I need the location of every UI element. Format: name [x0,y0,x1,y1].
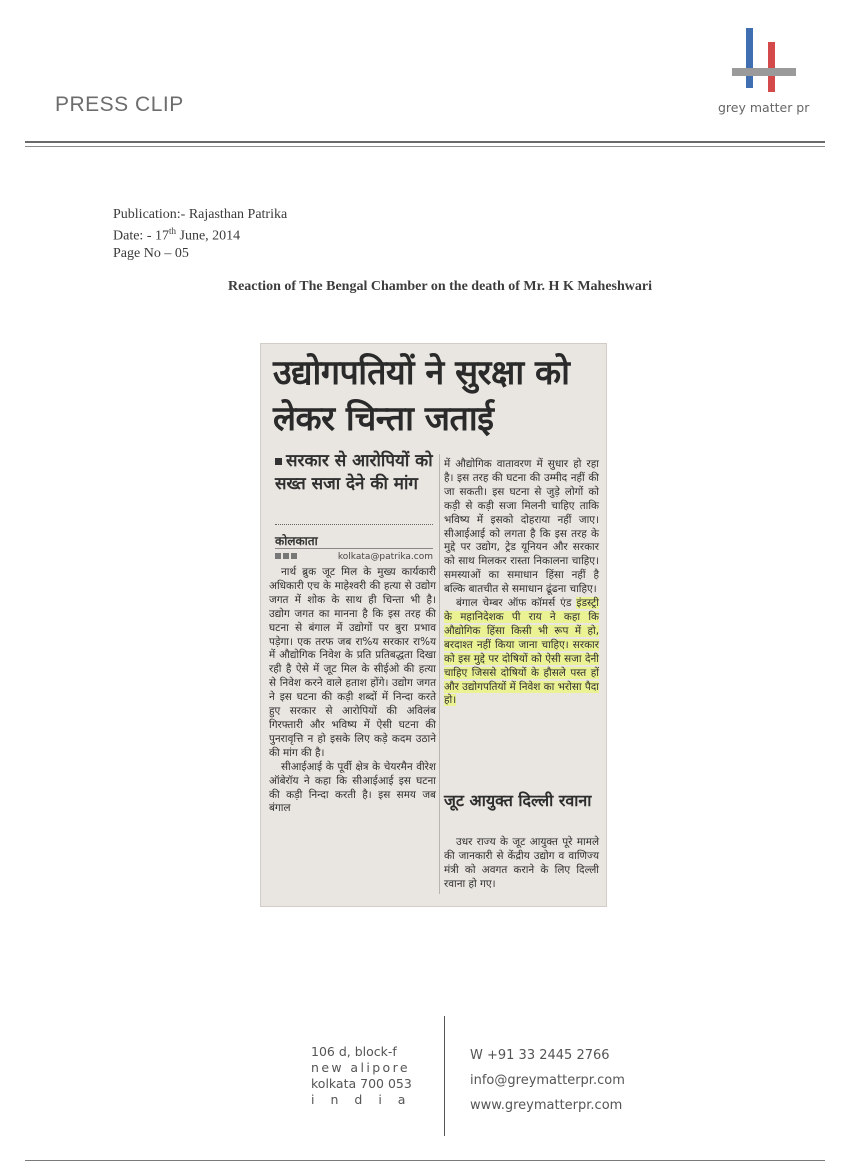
second-subhead: जूट आयुक्त दिल्ली रवाना [444,791,592,810]
reporter-email-row [275,552,433,562]
page-number-line: Page No – 05 [113,245,189,261]
date-prefix: Date: - 17 [113,228,169,244]
article-paragraph: नार्थ ब्रुक जूट मिल के मुख्य कार्यकारी अधिकारी एच के माहेश्वरी की हत्या से उद्योग जगत में शोक के साथ ही चिन्ता भी है। उद्योग जगत का मानना है कि इस तरह की घटना से बंगाल में उद्योगों पर बुरा प्रभाव पड़ेगा। एक तरफ जब रा%य सरकार रा%य में औद्योगिक निवेश के प्रति प्रतिबद्धता दिखा रही है ऐसे में जूट मिल के सीईओ की हत्या से निवेश करने वाले हताश होंगे। उद्योग जगत ने इस घटना की कड़ी शब्दों में निन्दा करते हुए सरकार से आरोपियों की अविलंब गिरफ्तारी और भविष्य में ऐसी घटना की पुनरावृत्ति न हो इसके लिए कड़े कदम उठाने की मांग की है। [269,566,436,759]
publication-meta [113,206,287,262]
clipping-subhead [275,450,435,496]
article-paragraph-highlighted [444,597,599,708]
address-line: kolkata 700 053 [311,1076,412,1091]
square-icon [283,553,289,559]
highlighted-text: इंडस्ट्री के महानिदेशक पी राय ने कहा कि औद्योगिक हिंसा किसी भी रूप में हो, बरदाश्त नहीं किया जाना चाहिए। सरकार को इस मुद्दे पर दोषियों को ऐसी सजा देनी चाहिए जिससे दोषियों के हौसले पस्त हों और उद्योगपतियों में निवेश का भरोसा पैदा हो। [444,597,599,707]
newspaper-clipping [261,344,606,906]
square-icon [291,553,297,559]
column-divider [439,454,440,894]
date-suffix-ordinal: th [168,226,176,236]
footer-divider [444,1016,445,1136]
article-column-right-bottom [444,836,599,892]
footer-address [311,1044,421,1108]
article-paragraph: उधर राज्य के जूट आयुक्त पूरे मामले की जानकारी से केंद्रीय उद्योग व वाणिज्य मंत्री को अवगत कराने के लिए दिल्ली रवाना हो गए। [444,836,599,890]
website-link[interactable]: www.greymatterpr.com [470,1098,623,1113]
address-line: india [311,1092,422,1107]
header-rule-thin [25,146,825,147]
publication-line: Publication:- Rajasthan Patrika [113,207,288,222]
address-line: 106 d, block-f [311,1044,397,1059]
article-column-left [269,566,436,816]
date-rest: June, 2014 [176,228,241,244]
dotted-divider [275,524,433,525]
dateline: कोलकाता [275,534,318,548]
paragraph-lead: बंगाल चेम्बर ऑफ कॉमर्स एंड [456,597,572,610]
header-rule [25,141,825,143]
article-paragraph: में औद्योगिक वातावरण में सुधार हो रहा है। इस तरह की घटना की उम्मीद नहीं की जा सकती। इस घटना से जुड़े लोगों को कड़ी से कड़ी सजा मिलनी चाहिए ताकि भविष्य में इसको दोहराया नहीं जाए। सीआईआई को लगता है कि इस तरह के मुद्दे पर उद्योग, ट्रेड यूनियन और सरकार को साथ मिलकर रास्ता निकालना चाहिए। समस्याओं का समाधान हिंसा नहीं है बल्कि बातचीत से समाधान ढूंढना चाहिए। [444,458,599,596]
phone-number: W +91 33 2445 2766 [470,1048,610,1063]
subhead-text: सरकार से आरोपियों को सख्त सजा देने की मांग [275,451,433,494]
dateline-rule [275,548,433,549]
date-line [113,223,287,245]
footer-rule [25,1160,825,1161]
footer-contact [470,1043,625,1118]
address-line: new alipore [311,1060,410,1075]
greymatter-logo-icon [732,28,796,94]
clip-headline: Reaction of The Bengal Chamber on the death of Mr. H K Maheshwari [227,279,652,294]
email-link[interactable]: info@greymatterpr.com [470,1073,625,1088]
brand-name: grey matter pr [718,100,810,115]
article-column-right [444,458,599,708]
reporter-email: kolkata@patrika.com [337,552,433,562]
press-clip-label: PRESS CLIP [55,93,184,116]
clipping-title: उद्योगपतियों ने सुरक्षा को लेकर चिन्ता जताई [273,353,570,439]
bullet-icon [275,458,282,465]
square-icon [275,553,281,559]
article-paragraph: सीआईआई के पूर्वी क्षेत्र के चेयरमैन वीरेश ऑबेरॉय ने कहा कि सीआईआई इस घटना की कड़ी निन्दा करती है। इस समय जब बंगाल [269,760,436,815]
